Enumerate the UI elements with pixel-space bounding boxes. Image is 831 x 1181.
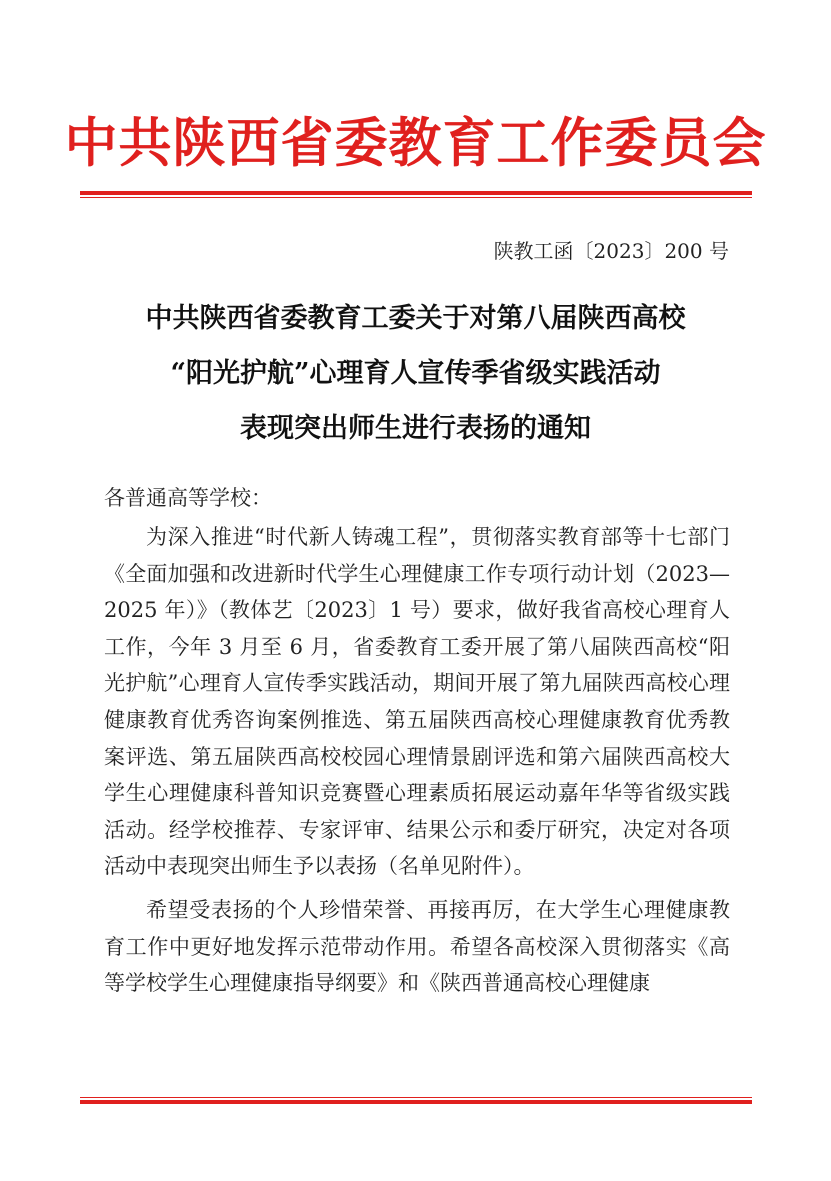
addressee: 各普通高等学校： xyxy=(104,486,272,510)
body-paragraph: 为深入推进“时代新人铸魂工程”，贯彻落实教育部等十七部门《全面加强和改进新时代学生心理健康工作专项行动计划（2023—2025 年）》（教体艺〔2023〕1 号）要求，做好我省高校心理育人工作，今年 3 月至 6 月，省委教育工委开展了第八届陕西高校“阳光护航”心理育人宣传季实践活动，期间开展了第九届陕西高校心理健康教育优秀咨询案例推选、第五届陕西高校心理健康教育优秀教案评选、第五届陕西高校校园心理情景剧评选和第六届陕西高校大学生心理健康科普知识竞赛暨心理素质拓展运动嘉年华等省级实践活动。经学校推荐、专家评审、结果公示和委厅研究，决定对各项活动中表现突出师生予以表扬（名单见附件）。 xyxy=(104,525,731,879)
title-line: 表现突出师生进行表扬的通知 xyxy=(240,413,591,444)
title-line: “阳光护航”心理育人宣传季省级实践活动 xyxy=(170,358,661,389)
body-paragraph: 希望受表扬的个人珍惜荣誉、再接再厉，在大学生心理健康教育工作中更好地发挥示范带动作用。希望各高校深入贯彻落实《高等学校学生心理健康指导纲要》和《陕西普通高校心理健康 xyxy=(104,897,730,996)
header-divider-thin xyxy=(80,197,752,198)
footer-divider xyxy=(80,1097,752,1104)
organization-header: 中共陕西省委教育工作委员会 xyxy=(64,112,767,174)
document-title xyxy=(60,291,771,456)
document-number: 陕教工函〔2023〕200 号 xyxy=(493,239,729,263)
header-divider xyxy=(80,191,752,198)
document-body xyxy=(104,519,730,1002)
title-line: 中共陕西省委教育工委关于对第八届陕西高校 xyxy=(145,303,686,334)
footer-divider-thick xyxy=(80,1100,752,1104)
